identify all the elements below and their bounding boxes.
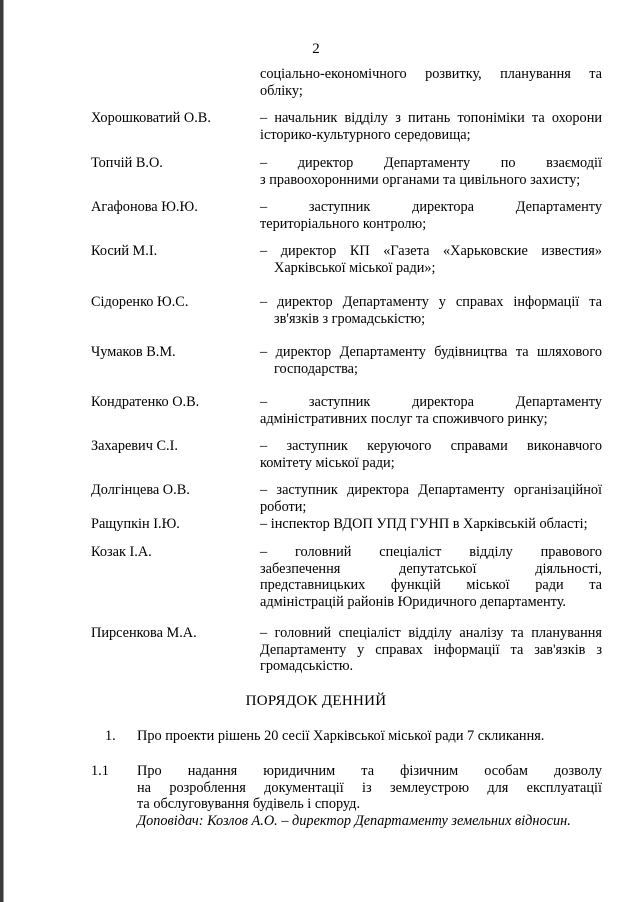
agenda-item-number: 1. <box>105 728 116 744</box>
text-line: Департаменту у справах інформації та зав'язків з <box>260 641 602 658</box>
text-line: Про надання юридичним та фізичним особам дозволу <box>137 763 602 779</box>
page-number: 2 <box>312 41 320 57</box>
text-line: – заступник директора Департаменту <box>260 199 602 215</box>
attendee-name: Топчій В.О. <box>91 155 163 171</box>
attendee-name: Агафонова Ю.Ю. <box>91 199 198 215</box>
attendee-position <box>260 625 602 675</box>
attendee-position <box>260 199 602 232</box>
attendee-position <box>260 294 602 327</box>
text-line: – директор Департаменту будівництва та шляхового <box>260 344 602 360</box>
attendee-name: Косий М.І. <box>91 243 158 259</box>
text-line: адміністративних послуг та споживчого ринку; <box>260 410 548 427</box>
text-line: – головний спеціаліст відділу правового <box>260 544 602 560</box>
text-line: комітету міської ради; <box>260 454 395 471</box>
text-line: господарства; <box>274 360 358 377</box>
text-line: соціально-економічного розвитку, планування та <box>260 66 602 82</box>
attendee-name: Чумаков В.М. <box>91 344 176 360</box>
text-line: – начальник відділу з питань топоніміки та охорони <box>260 110 602 126</box>
text-line: з правоохоронними органами та цивільного захисту; <box>260 171 581 188</box>
attendee-name: Захаревич С.І. <box>91 438 178 454</box>
attendee-position <box>260 243 602 276</box>
attendee-name: Хорошковатий О.В. <box>91 110 211 126</box>
text-line: – заступник керуючого справами виконавчого <box>260 438 602 454</box>
text-line: представницьких функцій міської ради та <box>260 577 602 593</box>
agenda-speaker: Доповідач: Козлов А.О. – директор Департаменту земельних відносин. <box>137 812 571 829</box>
text-line: та обслуговування будівель і споруд. <box>137 796 361 812</box>
attendee-position <box>260 344 602 377</box>
text-line: Харківської міської ради»; <box>274 259 436 276</box>
attendee-position <box>260 438 602 471</box>
text-line: – інспектор ВДОП УПД ГУНП в Харківській області; <box>260 516 588 532</box>
text-line: забезпечення депутатської діяльності, <box>260 560 602 577</box>
attendee-position <box>260 482 602 515</box>
attendee-name: Ращупкін І.Ю. <box>91 516 180 532</box>
text-line: роботи; <box>260 498 307 515</box>
attendee-position <box>260 155 602 188</box>
scan-edge-shadow <box>3 0 4 902</box>
agenda-item-text <box>137 763 602 829</box>
text-line: – директор Департаменту по взаємодії <box>260 155 602 171</box>
continuation-text <box>260 66 602 99</box>
agenda-title: ПОРЯДОК ДЕННИЙ <box>245 693 387 709</box>
attendee-name: Долгінцева О.В. <box>91 482 190 498</box>
attendee-position <box>260 516 602 533</box>
text-line: на розроблення документації із землеустрою для експлуатації <box>137 779 602 796</box>
text-line: адміністрацій районів Юридичного департаменту. <box>260 593 566 610</box>
attendee-position <box>260 544 602 610</box>
attendee-position <box>260 110 602 143</box>
text-line: – головний спеціаліст відділу аналізу та планування <box>260 625 602 641</box>
text-line: – заступник директора Департаменту <box>260 394 602 410</box>
attendee-position <box>260 394 602 427</box>
agenda-item-number: 1.1 <box>91 763 109 779</box>
text-line: історико-культурного середовища; <box>260 126 471 143</box>
text-line: – директор Департаменту у справах інформації та <box>260 294 602 310</box>
text-line: – заступник директора Департаменту організаційної <box>260 482 602 498</box>
text-line: територіального контролю; <box>260 215 427 232</box>
text-line: обліку; <box>260 82 303 99</box>
text-line: зв'язків з громадськістю; <box>274 310 426 327</box>
text-line: громадськістю. <box>260 658 354 674</box>
attendee-name: Пирсенкова М.А. <box>91 625 197 641</box>
text-line: Про проекти рішень 20 сесії Харківської міської ради 7 скликання. <box>137 728 545 744</box>
text-line: – директор КП «Газета «Харьковские известия» <box>260 243 602 259</box>
attendee-name: Сідоренко Ю.С. <box>91 294 189 310</box>
attendee-name: Кондратенко О.В. <box>91 394 200 410</box>
attendee-name: Козак І.А. <box>91 544 152 560</box>
agenda-item-text <box>137 728 602 745</box>
